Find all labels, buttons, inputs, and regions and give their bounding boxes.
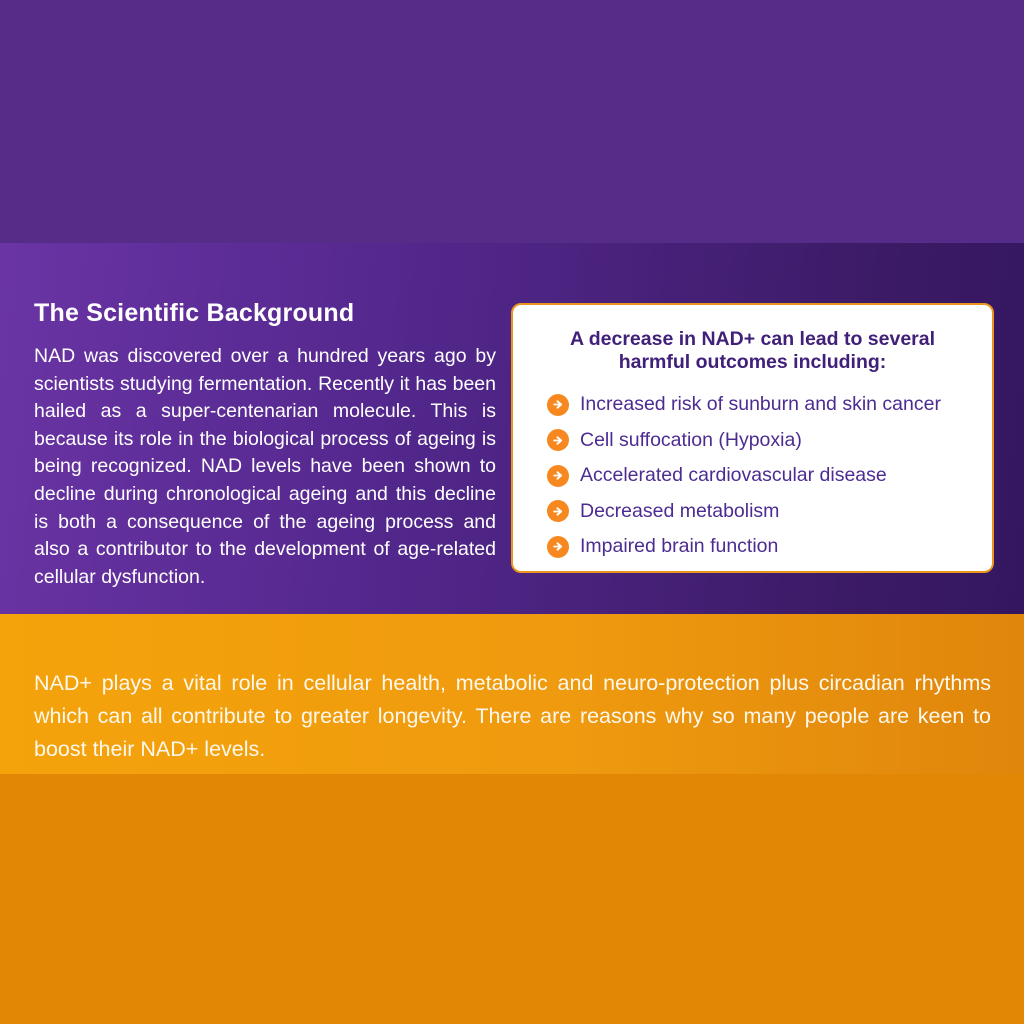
scientific-background-section (34, 299, 496, 591)
arrow-right-icon (547, 536, 569, 558)
list-item-label: Cell suffocation (Hypoxia) (580, 428, 802, 451)
top-purple-band (0, 0, 1024, 243)
list-item-label: Impaired brain function (580, 535, 779, 557)
section-body-text: NAD was discovered over a hundred years ago by scientists studying fermentation. Recently it has been hailed as a super-centenarian molecule. This is because its role in the biological process of ageing is being recognized. NAD levels have been shown to decline during chronological ageing and this decline is both a consequence of the ageing process and also a contributor to the development of age-related cellular dysfunction. (34, 345, 496, 588)
card-heading: A decrease in NAD+ can lead to several harmful outcomes including: (569, 328, 936, 373)
list-item (547, 429, 978, 452)
list-item (547, 535, 978, 558)
arrow-right-icon (547, 394, 569, 416)
list-item (547, 393, 978, 416)
outcomes-list (513, 393, 992, 558)
list-item-label: Accelerated cardiovascular disease (580, 464, 887, 486)
harmful-outcomes-card (511, 303, 994, 573)
benefits-band-text: NAD+ plays a vital role in cellular health, metabolic and neuro-protection plus circadian rhythms which can all contribute to greater longevity. There are reasons why so many people are keen to boost their NAD+ levels. (34, 670, 991, 761)
list-item-label: Increased risk of sunburn and skin cancer (580, 393, 941, 415)
section-title: The Scientific Background (34, 299, 355, 327)
list-item (547, 500, 978, 523)
list-item (547, 464, 978, 487)
bottom-orange-band (0, 774, 1024, 1024)
list-item-label: Decreased metabolism (580, 499, 780, 522)
arrow-right-icon (547, 429, 569, 451)
arrow-right-icon (547, 500, 569, 522)
arrow-right-icon (547, 465, 569, 487)
